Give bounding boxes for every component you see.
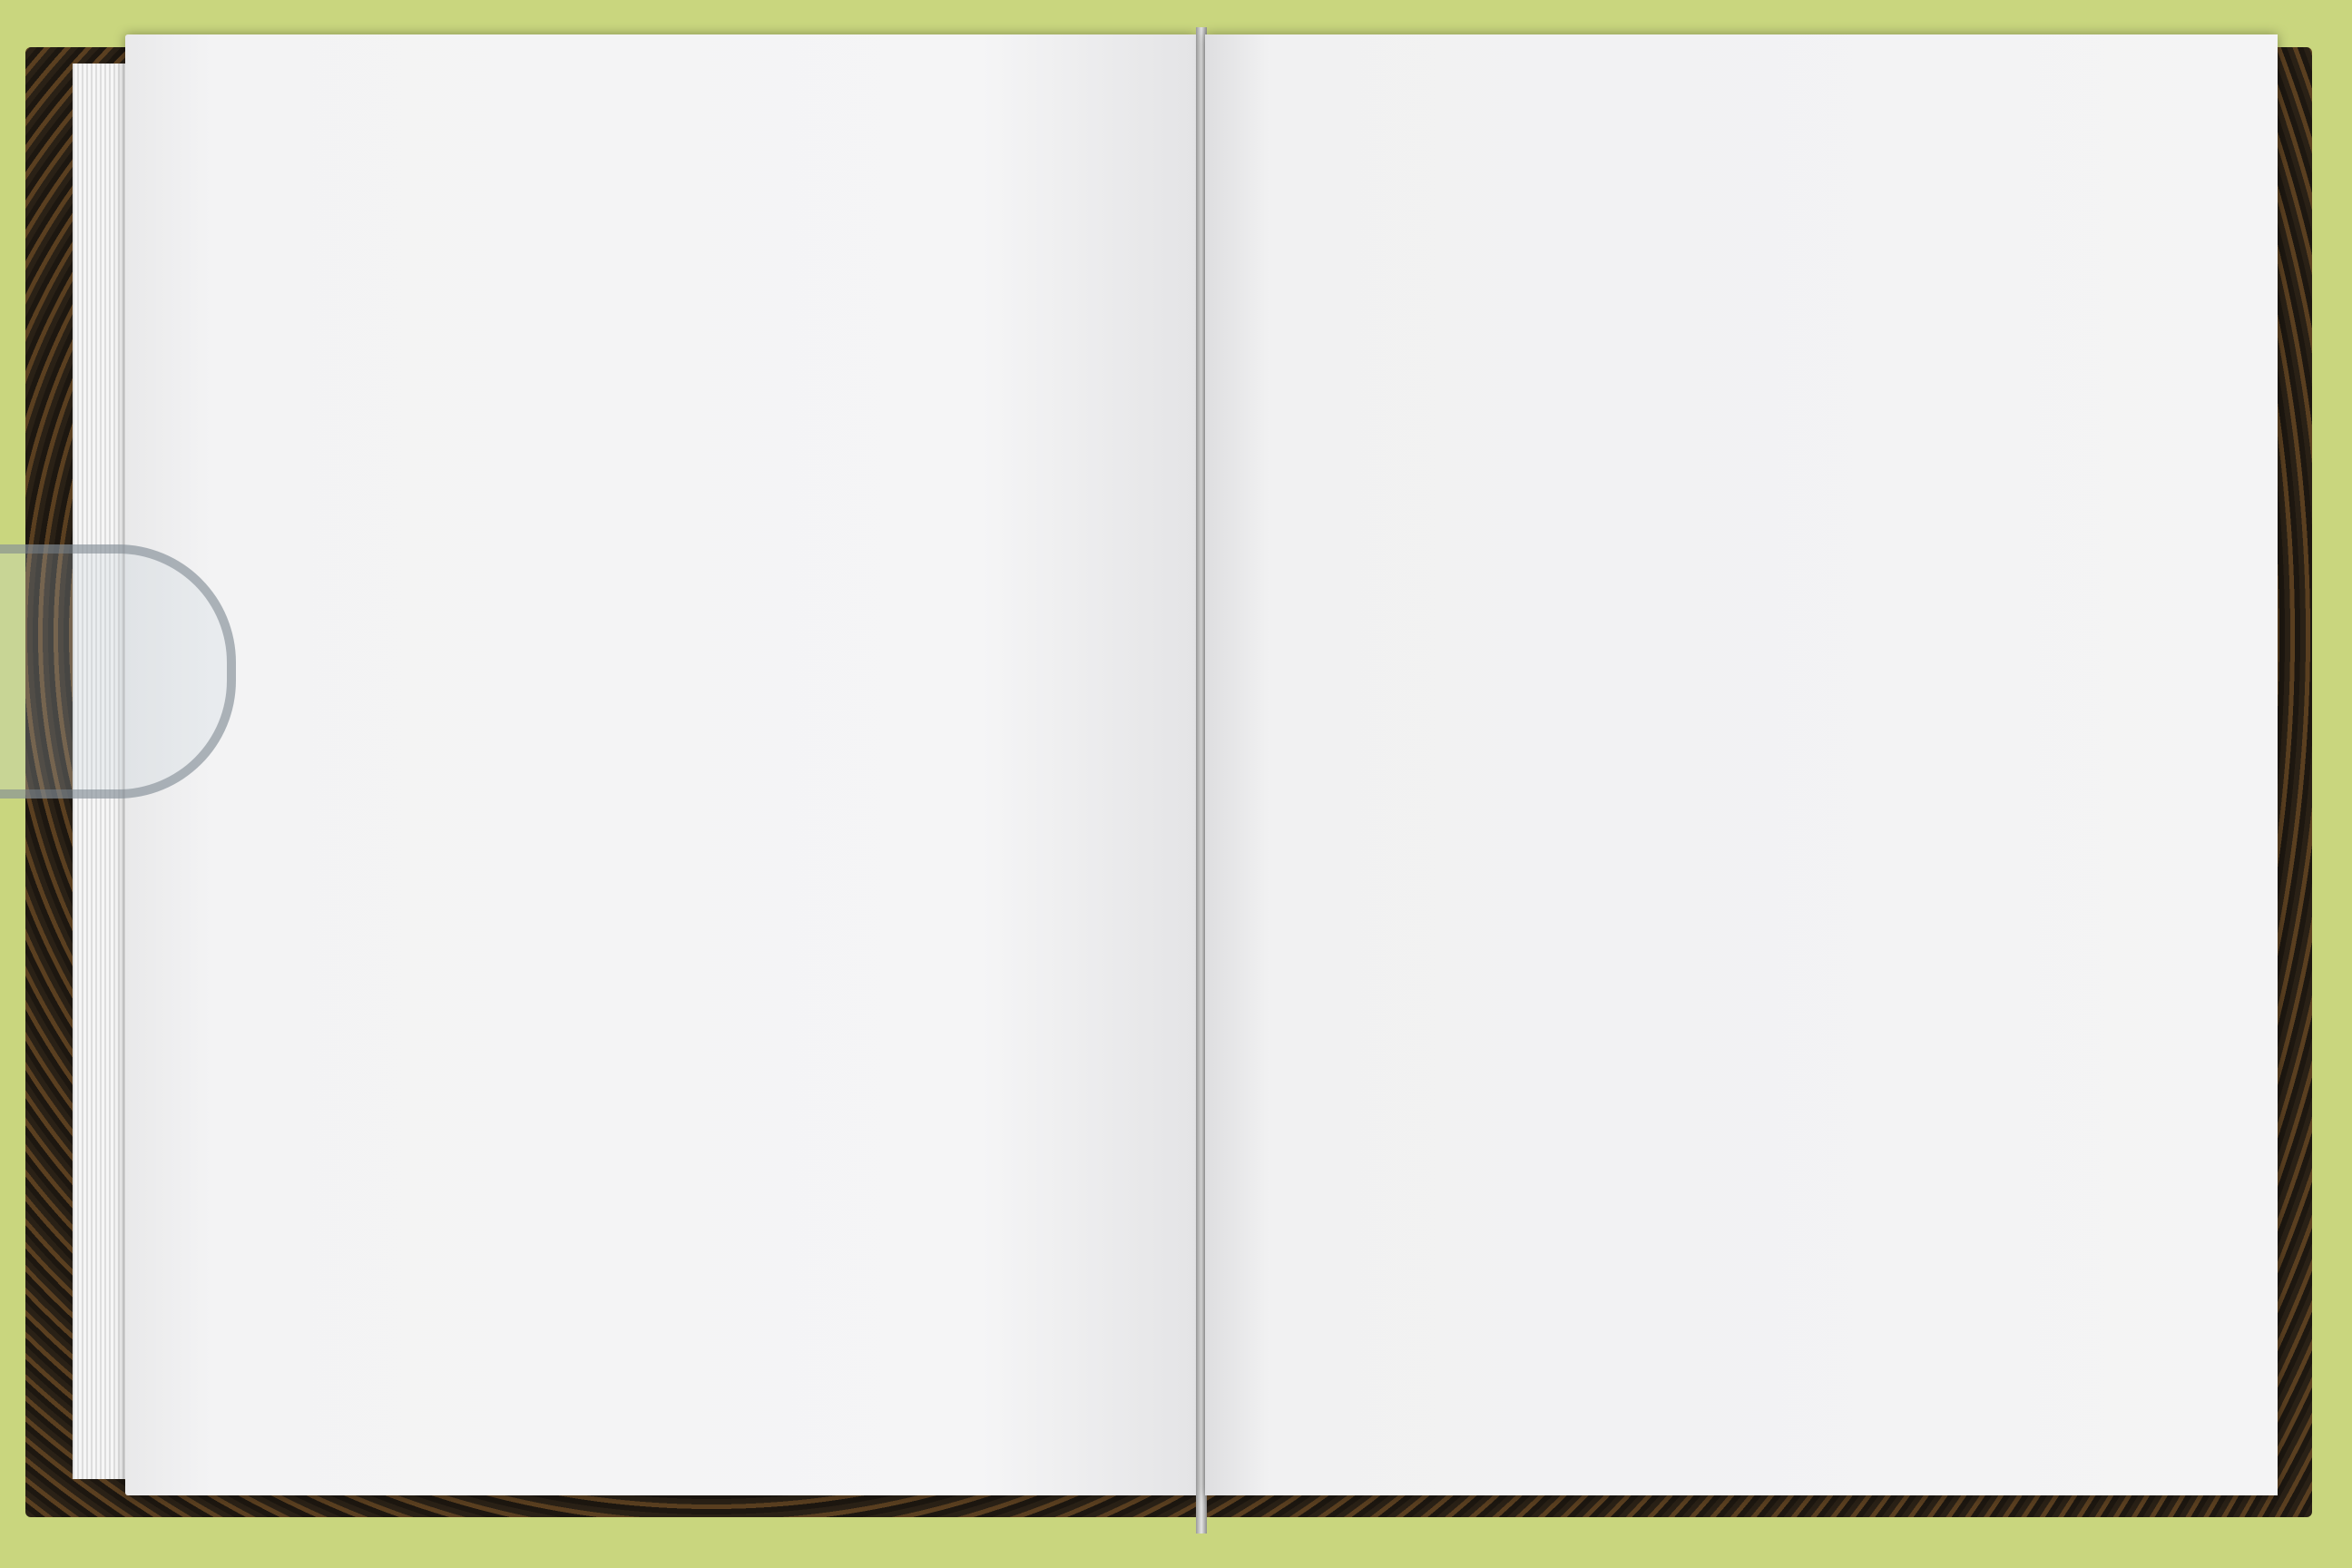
- glass-bookmark: [0, 544, 236, 799]
- right-page: [1205, 34, 2278, 1495]
- left-page: [125, 34, 1196, 1495]
